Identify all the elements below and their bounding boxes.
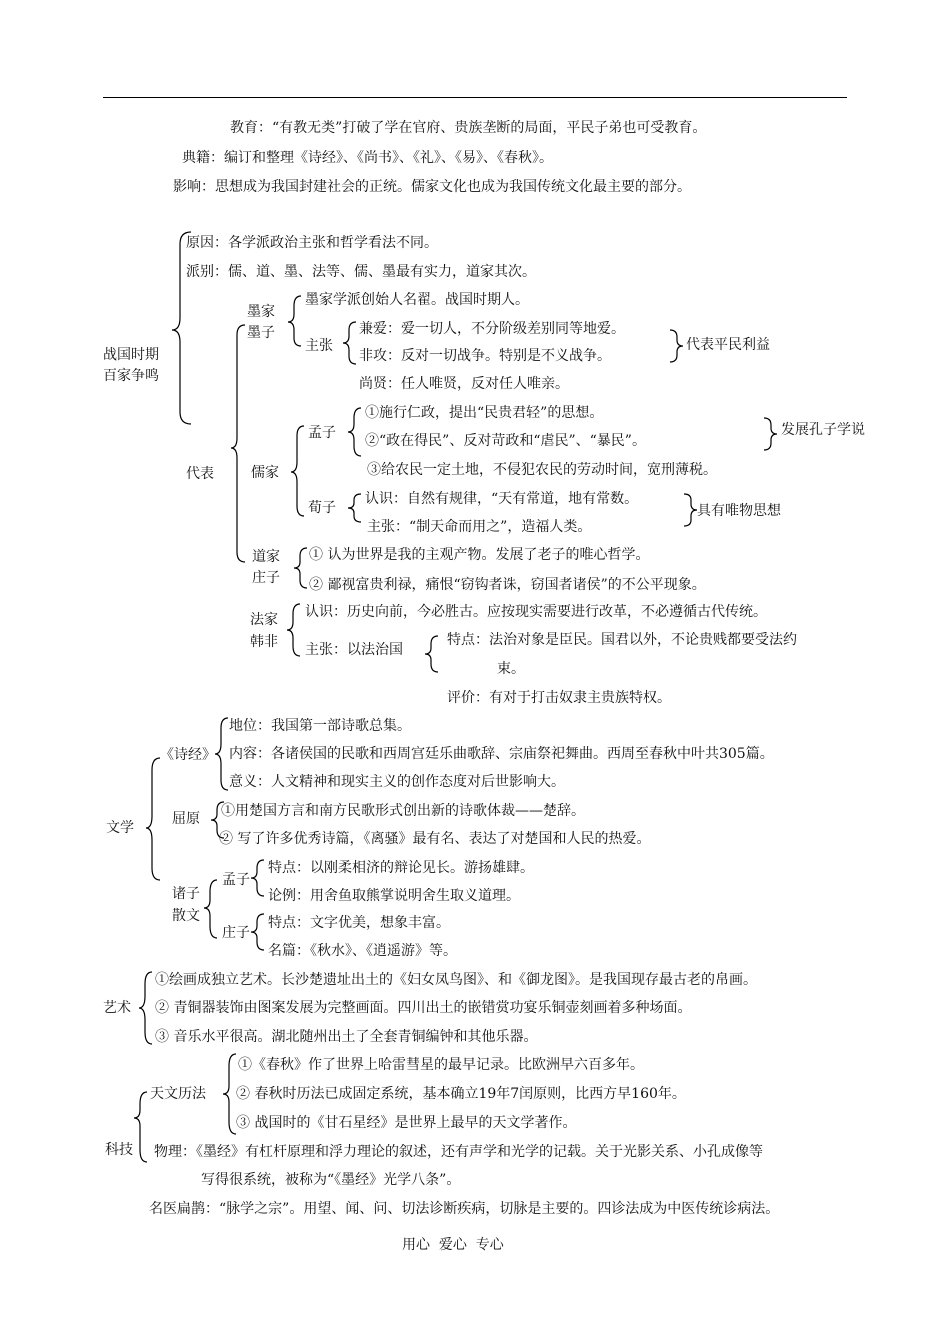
confucian-xunzi: 荀子 [308,500,336,516]
art-point-1: ①绘画成独立艺术。长沙楚遗址出土的《妇女凤鸟图》、和《御龙图》。是我国现存最古老的帛画。 [155,972,757,988]
warring-title-2: 百家争鸣 [103,368,159,384]
intro-influence: 影响：思想成为我国封建社会的正统。儒家文化也成为我国传统文化最主要的部分。 [173,179,691,195]
lit-mencius-label: 孟子 [222,872,250,888]
confucian-mencius: 孟子 [308,425,336,441]
mohist-founder: 墨家学派创始人名翟。战国时期人。 [305,292,529,308]
intro-classics: 典籍：编订和整理《诗经》、《尚书》、《礼》、《易》、《春秋》。 [182,150,553,166]
lit-mencius-feature: 特点：以刚柔相济的辩论见长。游扬雄肆。 [268,860,534,876]
mencius-point-3: ③给农民一定土地，不侵犯农民的劳动时间，宽刑薄税。 [367,462,717,478]
shijing-meaning: 意义：人文精神和现实主义的创作态度对后世影响大。 [229,774,565,790]
physics-line-2: 写得很系统，被称为“《墨经》光学八条”。 [201,1172,461,1188]
astronomy-point-1: ①《春秋》作了世界上哈雷彗星的最早记录。比欧洲早六百多年。 [238,1057,644,1073]
lit-zhuangzi-label: 庄子 [222,925,250,941]
art-label: 艺术 [103,1000,131,1016]
lit-zhuangzi-feature: 特点：文字优美，想象丰富。 [268,915,450,931]
mencius-note: 发展孔子学说 [781,422,865,438]
mohist-shangxian: 尚贤：任人唯贤，反对任人唯亲。 [359,376,569,392]
astronomy-label: 天文历法 [150,1086,206,1102]
prose-label-1: 诸子 [172,886,200,902]
astronomy-point-2: ② 春秋时历法已成固定系统，基本确立19年7闰原则，比西方早160年。 [236,1086,686,1102]
shijing-label: 《诗经》 [160,747,216,763]
science-label: 科技 [105,1142,133,1158]
legalist-label-2: 韩非 [250,634,278,650]
medicine: 名医扁鹊：“脉学之宗”。用望、闻、问、切法诊断疾病，切脉是主要的。四诊法成为中医传统诊病法。 [149,1201,780,1217]
mohist-label-1: 墨家 [247,304,275,320]
representatives-label: 代表 [186,466,214,482]
header-rule [103,97,847,98]
legalist-evaluation: 评价：有对于打击奴隶主贵族特权。 [447,690,671,706]
mohist-feigong: 非攻：反对一切战争。特别是不义战争。 [359,348,611,364]
lit-zhuangzi-works: 名篇：《秋水》、《逍遥游》等。 [268,943,457,959]
mencius-point-1: ①施行仁政，提出“民贵君轻”的思想。 [365,405,604,421]
quyuan-point-1: ①用楚国方言和南方民歌形式创出新的诗歌体裁——楚辞。 [221,803,585,819]
warring-cause: 原因：各学派政治主张和哲学看法不同。 [186,235,438,251]
xunzi-note: 具有唯物思想 [697,503,781,519]
zhuangzi-point-2: ② 鄙视富贵利禄，痛恨“窃钩者诛，窃国者诸侯”的不公平现象。 [309,577,706,593]
lit-mencius-example: 论例：用舍鱼取熊掌说明舍生取义道理。 [268,888,520,904]
xunzi-view: 认识：自然有规律，“天有常道，地有常数。 [365,491,639,507]
legalist-claim: 主张：以法治国 [305,642,403,658]
physics-line-1: 物理：《墨经》有杠杆原理和浮力理论的叙述，还有声学和光学的记载。关于光影关系、小孔成像等 [154,1144,763,1160]
mohist-label-2: 墨子 [247,325,275,341]
legalist-label-1: 法家 [250,612,278,628]
xunzi-claim: 主张：“制天命而用之”，造福人类。 [367,519,592,535]
art-point-2: ② 青铜器装饰由图案发展为完整画面。四川出土的嵌错赏功宴乐铜壶刻画着多种场面。 [155,1000,692,1016]
warring-title-1: 战国时期 [103,347,159,363]
literature-label: 文学 [106,820,134,836]
zhuangzi-point-1: ① 认为世界是我的主观产物。发展了老子的唯心哲学。 [309,547,650,563]
footer-motto: 用心 爱心 专心 [402,1237,504,1253]
art-point-3: ③ 音乐水平很高。湖北随州出土了全套青铜编钟和其他乐器。 [155,1029,538,1045]
prose-label-2: 散文 [172,908,200,924]
confucian-label: 儒家 [251,465,279,481]
mencius-point-2: ②“政在得民”、反对苛政和“虐民”、“暴民”。 [365,433,646,449]
legalist-feature-1: 特点：法治对象是臣民。国君以外，不论贵贱都要受法约 [447,632,797,648]
taoist-label-2: 庄子 [252,570,280,586]
taoist-label-1: 道家 [252,549,280,565]
quyuan-label: 屈原 [172,811,200,827]
mohist-note: 代表平民利益 [686,337,770,353]
intro-education: 教育：“有教无类”打破了学在官府、贵族垄断的局面，平民子弟也可受教育。 [230,120,707,136]
legalist-view: 认识：历史向前，今必胜古。应按现实需要进行改革，不必遵循古代传统。 [305,604,767,620]
mohist-jianai: 兼爱：爱一切人，不分阶级差别同等地爱。 [359,321,625,337]
shijing-content: 内容：各诸侯国的民歌和西周宫廷乐曲歌辞、宗庙祭祀舞曲。西周至春秋中叶共305篇。 [229,746,774,762]
warring-schools: 派别：儒、道、墨、法等、儒、墨最有实力，道家其次。 [186,264,536,280]
quyuan-point-2: ② 写了许多优秀诗篇，《离骚》最有名、表达了对楚国和人民的热爱。 [219,831,651,847]
shijing-status: 地位：我国第一部诗歌总集。 [229,718,411,734]
mohist-claim-label: 主张 [305,338,333,354]
legalist-feature-2: 束。 [497,661,525,677]
astronomy-point-3: ③ 战国时的《甘石星经》是世界上最早的天文学著作。 [236,1115,577,1131]
